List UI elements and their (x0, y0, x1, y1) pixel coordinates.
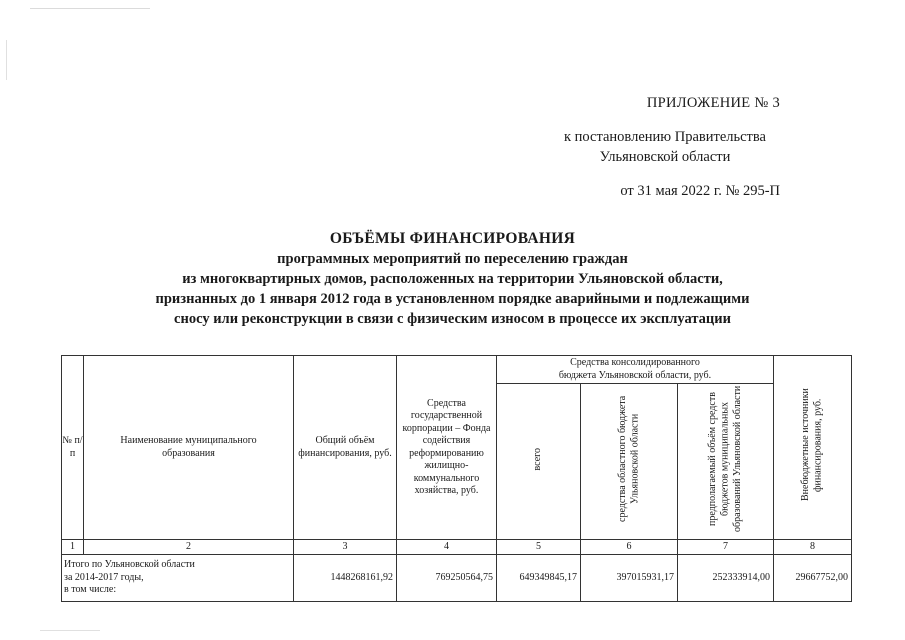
total-row-name-line-2: за 2014-2017 годы, (64, 571, 144, 583)
header-name: Наименование муниципального образования (84, 356, 294, 540)
scan-noise-top (30, 8, 150, 9)
appendix-date: от 31 мая 2022 г. № 295-П (620, 183, 780, 199)
column-number: 2 (84, 540, 294, 555)
header-all: всего (532, 447, 544, 471)
total-row-all: 649349845,17 (497, 555, 581, 602)
header-municipal-cell (678, 384, 774, 540)
total-row-regional: 397015931,17 (581, 555, 678, 602)
heading-line-4: признанных до 1 января 2012 года в установленном порядке аварийными и подлежащими (155, 291, 750, 307)
header-fund: Средства государственной корпорации – Фонда содействия реформированию жилищно-коммунального хозяйства, руб. (397, 356, 497, 540)
column-number: 7 (678, 540, 774, 555)
header-num: № п/п (62, 356, 84, 540)
appendix-title: ПРИЛОЖЕНИЕ № 3 (646, 95, 780, 111)
appendix-block (550, 93, 780, 201)
total-row-fund: 769250564,75 (397, 555, 497, 602)
column-number: 1 (62, 540, 84, 555)
appendix-line-2: Ульяновской области (599, 149, 731, 165)
header-all-cell (497, 384, 581, 540)
appendix-line-1: к постановлению Правительства (564, 129, 766, 145)
total-row-extra: 29667752,00 (774, 555, 852, 602)
total-row-name (62, 555, 294, 602)
scan-noise-left (6, 40, 7, 80)
column-number: 4 (397, 540, 497, 555)
column-number: 6 (581, 540, 678, 555)
column-number-row (62, 540, 852, 555)
heading-line-3: из многоквартирных домов, расположенных на территории Ульяновской области, (182, 271, 723, 287)
total-row-name-line-1: Итого по Ульяновской области (64, 559, 195, 571)
header-extra-cell (774, 356, 852, 540)
heading-title: ОБЪЁМЫ ФИНАНСИРОВАНИЯ (329, 230, 576, 247)
header-consolidated: Средства консолидированного бюджета Ульяновской области, руб. (497, 356, 774, 384)
table-row-total (62, 555, 852, 602)
total-row-total: 1448268161,92 (294, 555, 397, 602)
financing-table (61, 355, 852, 602)
header-regional: средства областного бюджета Ульяновской области (616, 396, 640, 523)
column-number: 5 (497, 540, 581, 555)
total-row-name-line-3: в том числе: (64, 584, 117, 596)
heading-line-2: программных мероприятий по переселению граждан (277, 251, 628, 267)
header-total: Общий объём финансирования, руб. (294, 356, 397, 540)
header-municipal: предполагаемый объём средств бюджетов муниципальных образований Ульяновской области (706, 386, 743, 533)
scan-noise-bottom (40, 630, 100, 631)
heading-line-5: сносу или реконструкции в связи с физическим износом в процессе их эксплуатации (174, 311, 731, 327)
document-heading (0, 229, 905, 329)
header-regional-cell (581, 384, 678, 540)
total-row-municipal: 252333914,00 (678, 555, 774, 602)
header-extra: Внебюджетные источники финансирования, руб. (800, 388, 824, 502)
column-number: 3 (294, 540, 397, 555)
column-number: 8 (774, 540, 852, 555)
